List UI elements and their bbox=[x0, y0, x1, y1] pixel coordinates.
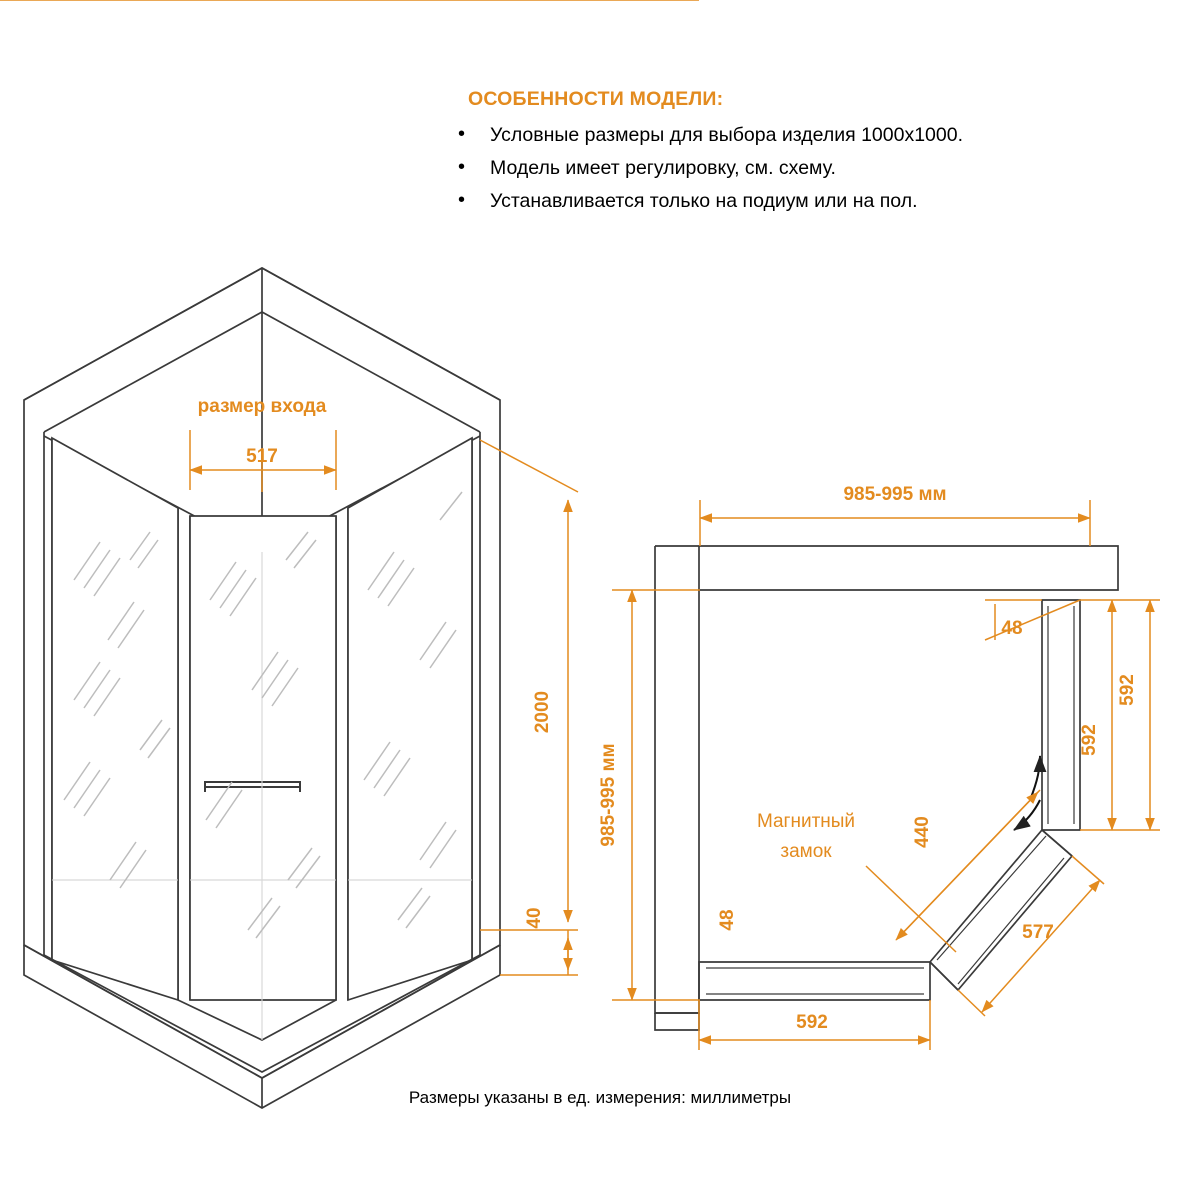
features-title: ОСОБЕННОСТИ МОДЕЛИ: bbox=[468, 88, 724, 110]
door-right-label: 592 bbox=[1117, 674, 1138, 706]
enclosure-top-view bbox=[655, 546, 1118, 1030]
units-footnote: Размеры указаны в ед. измерения: миллиметры bbox=[408, 1088, 792, 1107]
top-width-label: 985-995 мм bbox=[843, 484, 947, 505]
feature-item: • Устанавливается только на подиум или на пол. bbox=[430, 185, 1130, 218]
entry-caption-label: размер входа bbox=[197, 396, 327, 417]
door-right-inner-label: 592 bbox=[1079, 724, 1100, 756]
profile-left-label: 48 bbox=[717, 909, 738, 931]
entry-width-label: 517 bbox=[246, 446, 278, 467]
feature-item: • Модель имеет регулировку, см. схему. bbox=[430, 152, 1130, 185]
door-bottom-label: 592 bbox=[796, 1012, 828, 1033]
panel-diag-label: 577 bbox=[1022, 922, 1054, 943]
profile-top-label: 48 bbox=[1001, 618, 1023, 639]
magnetic-lock-label-line1: Магнитный bbox=[756, 811, 856, 832]
left-height-label: 985-995 мм bbox=[598, 743, 619, 847]
door-open-label: 440 bbox=[912, 816, 933, 848]
base-height-label: 40 bbox=[524, 907, 545, 929]
feature-item: • Условные размеры для выбора изделия 1000х1000. bbox=[430, 119, 1130, 152]
magnetic-lock-label-line2: замок bbox=[780, 841, 832, 862]
enclosure-3d bbox=[24, 268, 500, 1108]
height-label: 2000 bbox=[532, 690, 553, 734]
